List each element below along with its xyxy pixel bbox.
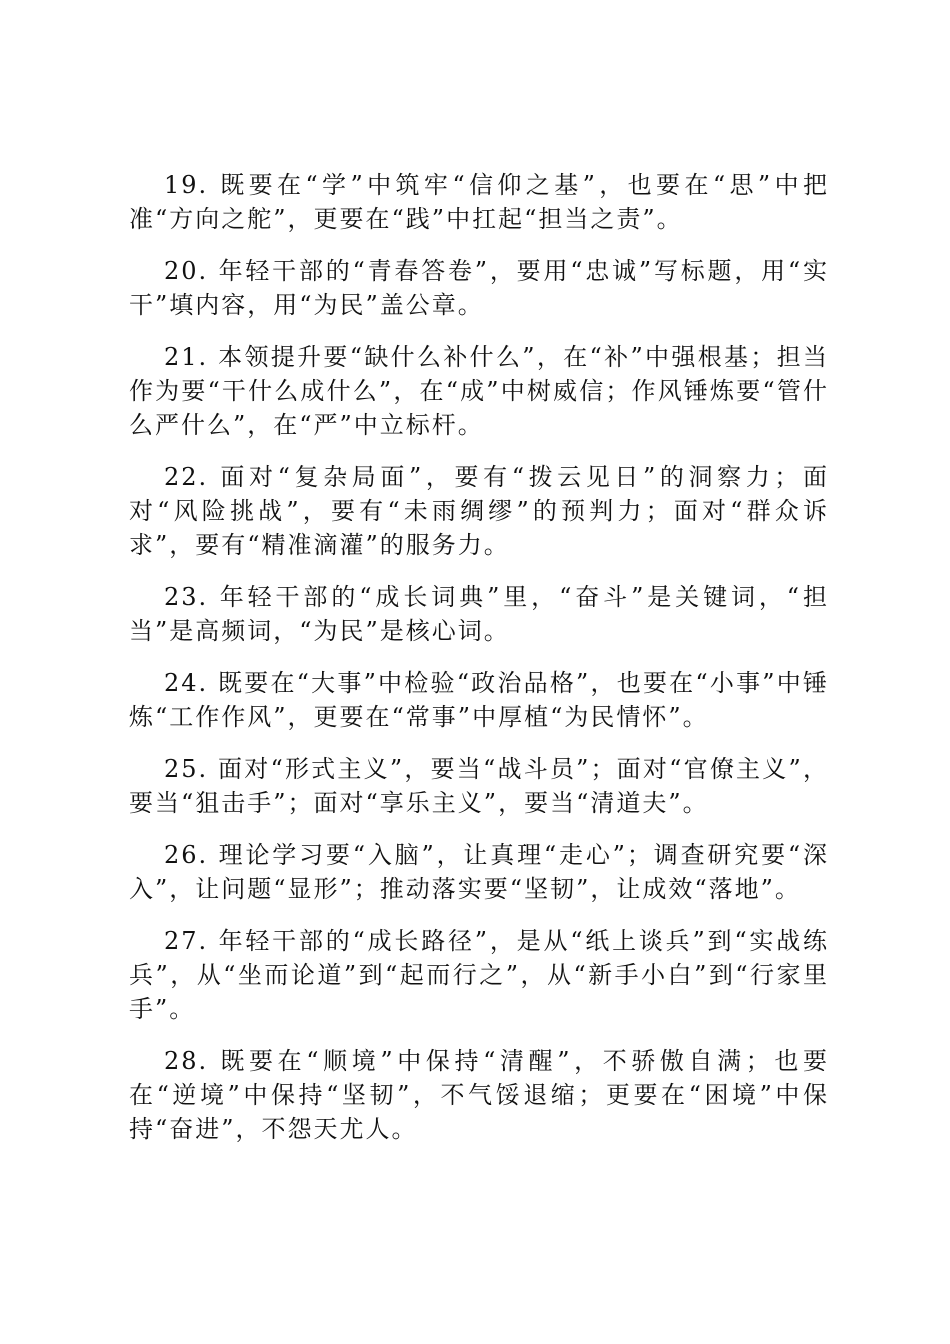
paragraph-19: 19. 既要在“学”中筑牢“信仰之基”，也要在“思”中把准“方向之舵”，更要在“践”中扛起“担当之责”。: [129, 171, 829, 233]
paragraph-22: 22. 面对“复杂局面”，要有“拨云见日”的洞察力；面对“风险挑战”，要有“未雨绸缪”的预判力；面对“群众诉求”，要有“精准滴灌”的服务力。: [129, 463, 829, 559]
document-body: [129, 168, 829, 1164]
paragraph-26: 26. 理论学习要“入脑”，让真理“走心”；调查研究要“深入”，让问题“显形”；推动落实要“坚韧”，让成效“落地”。: [129, 841, 829, 903]
paragraph-24: 24. 既要在“大事”中检验“政治品格”，也要在“小事”中锤炼“工作作风”，更要在“常事”中厚植“为民情怀”。: [129, 669, 829, 731]
paragraph-21: 21. 本领提升要“缺什么补什么”，在“补”中强根基；担当作为要“干什么成什么”，在“成”中树威信；作风锤炼要“管什么严什么”，在“严”中立标杆。: [129, 343, 829, 439]
paragraph-23: 23. 年轻干部的“成长词典”里，“奋斗”是关键词，“担当”是高频词，“为民”是核心词。: [129, 583, 829, 645]
paragraph-27: 27. 年轻干部的“成长路径”，是从“纸上谈兵”到“实战练兵”，从“坐而论道”到“起而行之”，从“新手小白”到“行家里手”。: [129, 927, 829, 1023]
paragraph-25: 25. 面对“形式主义”，要当“战斗员”；面对“官僚主义”，要当“狙击手”；面对“享乐主义”，要当“清道夫”。: [129, 755, 829, 817]
paragraph-20: 20. 年轻干部的“青春答卷”，要用“忠诚”写标题，用“实干”填内容，用“为民”盖公章。: [129, 257, 829, 319]
paragraph-28: 28. 既要在“顺境”中保持“清醒”，不骄傲自满；也要在“逆境”中保持“坚韧”，不气馁退缩；更要在“困境”中保持“奋进”，不怨天尤人。: [129, 1047, 829, 1143]
